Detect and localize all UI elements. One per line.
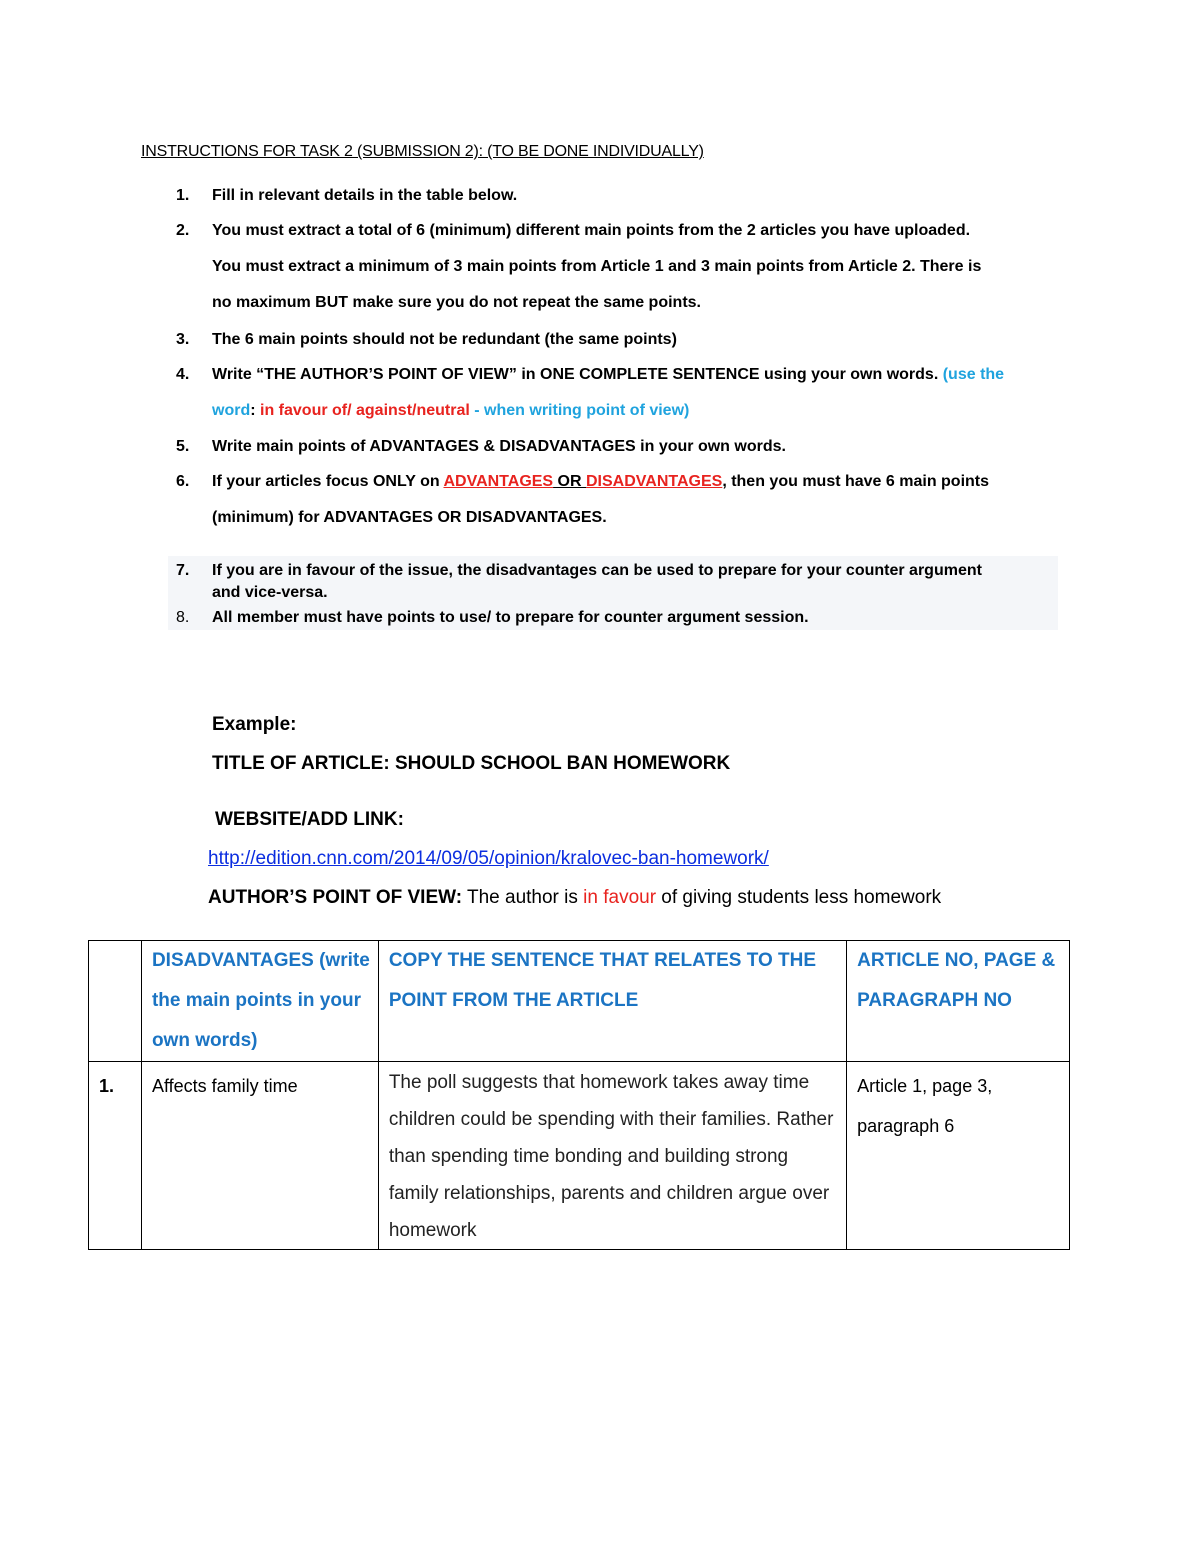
instruction-number: 2. xyxy=(176,222,190,239)
instruction-number: 4. xyxy=(176,366,190,383)
article-title: TITLE OF ARTICLE: SHOULD SCHOOL BAN HOMEWORK xyxy=(212,753,731,774)
pov-stance: in favour xyxy=(583,887,657,908)
row-point: Affects family time xyxy=(141,1062,378,1250)
instruction-text: Write main points of ADVANTAGES & DISADVANTAGES in your own words. xyxy=(212,438,786,455)
instruction-text: If your articles focus ONLY on xyxy=(212,473,444,490)
disadvantages-emphasis: DISADVANTAGES xyxy=(586,473,723,490)
pov-text: The author is xyxy=(462,887,584,908)
instruction-text: The 6 main points should not be redundant (the same points) xyxy=(212,331,677,348)
instruction-number: 8. xyxy=(176,609,190,626)
or-emphasis: OR xyxy=(553,473,586,490)
example-label: Example: xyxy=(212,714,297,735)
table-row xyxy=(89,1062,1070,1250)
instruction-text-line: If you are in favour of the issue, the disadvantages can be used to prepare for your counter argument xyxy=(212,562,982,579)
row-sentence: The poll suggests that homework takes away time children could be spending with their families. Rather than spending time bonding and building strong family relationships, parents and children argue over homework xyxy=(378,1062,846,1250)
header-article-ref: ARTICLE NO, PAGE & PARAGRAPH NO xyxy=(847,941,1070,1062)
instructions-heading: INSTRUCTIONS FOR TASK 2 (SUBMISSION 2): (TO BE DONE INDIVIDUALLY) xyxy=(141,143,704,160)
instruction-options: in favour of/ against/neutral xyxy=(260,402,470,419)
instruction-number: 6. xyxy=(176,473,190,490)
instruction-text-line: no maximum BUT make sure you do not repeat the same points. xyxy=(212,294,701,311)
instruction-number: 3. xyxy=(176,331,190,348)
instruction-text: Fill in relevant details in the table below. xyxy=(212,187,518,204)
header-disadvantages: DISADVANTAGES (write the main points in your own words) xyxy=(141,941,378,1062)
instruction-text: All member must have points to use/ to prepare for counter argument session. xyxy=(212,609,809,626)
instruction-number: 1. xyxy=(176,187,190,204)
instruction-text: , then you must have 6 main points xyxy=(722,473,990,490)
instruction-number: 7. xyxy=(176,562,190,579)
table-header-row xyxy=(89,941,1070,1062)
instruction-hint: (use the xyxy=(942,366,1005,383)
instruction-text-line: You must extract a minimum of 3 main points from Article 1 and 3 main points from Article 2. There is xyxy=(212,258,982,275)
instruction-hint: word xyxy=(212,402,251,419)
header-copy-sentence: COPY THE SENTENCE THAT RELATES TO THE POINT FROM THE ARTICLE xyxy=(378,941,846,1062)
pov-label: AUTHOR’S POINT OF VIEW: xyxy=(208,887,463,908)
pov-text: of giving students less homework xyxy=(656,887,942,908)
instruction-text-line: (minimum) for ADVANTAGES OR DISADVANTAGES. xyxy=(212,509,607,526)
instruction-colon: : xyxy=(250,402,256,419)
row-number: 1. xyxy=(89,1062,142,1250)
instruction-hint: - when writing point of view) xyxy=(469,402,690,419)
instruction-number: 5. xyxy=(176,438,190,455)
instruction-text-line: and vice-versa. xyxy=(212,584,328,601)
website-label: WEBSITE/ADD LINK: xyxy=(215,809,404,830)
instruction-text: Write “THE AUTHOR’S POINT OF VIEW” in ONE COMPLETE SENTENCE using your own words. xyxy=(212,366,939,383)
row-article-ref: Article 1, page 3, paragraph 6 xyxy=(847,1062,1070,1250)
instruction-text-line: You must extract a total of 6 (minimum) different main points from the 2 articles you have uploaded. xyxy=(212,222,971,239)
author-point-of-view xyxy=(208,887,941,909)
header-number-cell xyxy=(89,941,142,1062)
advantages-emphasis: ADVANTAGES xyxy=(443,473,554,490)
example-table xyxy=(88,940,1070,1250)
article-link[interactable]: http://edition.cnn.com/2014/09/05/opinion/kralovec-ban-homework/ xyxy=(208,848,769,869)
